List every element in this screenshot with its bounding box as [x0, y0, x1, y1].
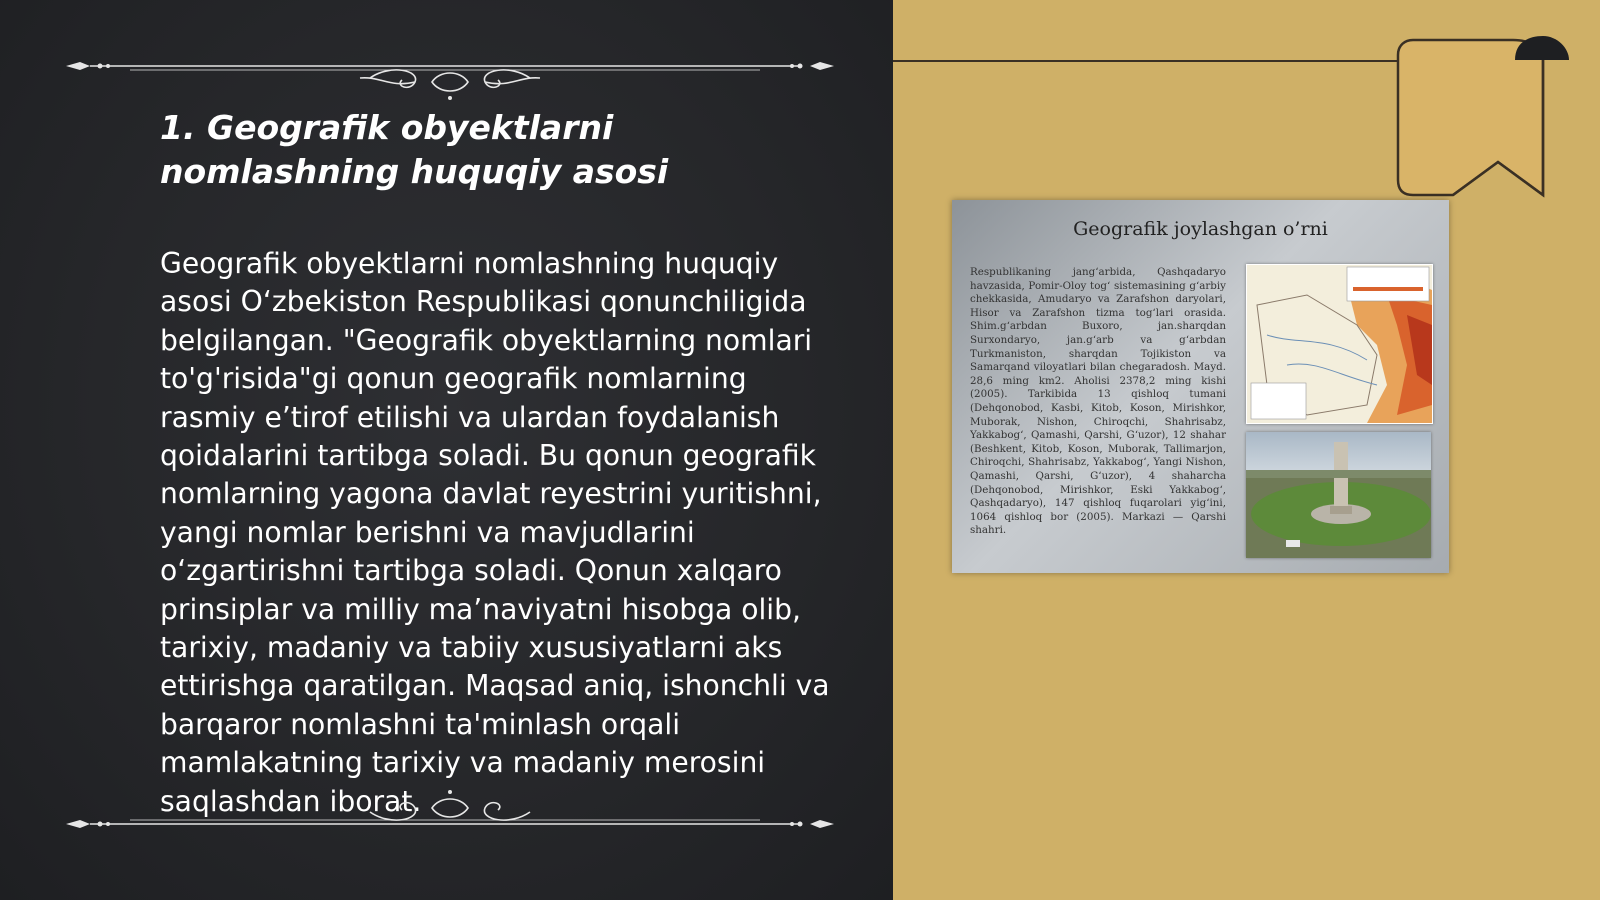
bottom-flourish-divider [60, 782, 840, 842]
top-flourish-divider [60, 42, 840, 102]
embedded-slide-image [952, 200, 1449, 573]
slide-title: 1. Geografik obyektlarni nomlashning huquqiy asosi [160, 108, 669, 191]
slide-body-text: Geografik obyektlarni nomlashning huquqiy asosi O‘zbekiston Respublikasi qonunchiligida belgilangan. "Geografik obyektlarning nomlari to'g'risida"gi qonun geografik nomlarning rasmiy e’tirof etilishi va ulardan foydalanish qoidalarini tartibga soladi. Bu qonun geografik nomlarning yagona davlat reyestrini yuritishni, yangi nomlar berishni va mavjudlarini o‘zgartirishni tartibga soladi. Qonun xalqaro prinsiplar va milliy ma’naviyatni hisobga olib, tarixiy, madaniy va tabiiy xususiyatlarni aks ettirishga qaratilgan. Maqsad aniq, ishonchli va barqaror nomlashni ta'minlash orqali mamlakatning tarixiy va madaniy merosini saqlashdan iborat. [160, 247, 830, 818]
region-map-image [1246, 264, 1433, 424]
embedded-image-text: Respublikaning jang‘arbida, Qashqadaryo havzasida, Pomir-Oloy tog‘ sistemasining g‘arbiy chekkasida, Amudaryo va Zarafshon daryolari, Hisor va Zarafshon tizma tog‘lari orasida. Shim.g‘arbdan Buxoro, jan.sharqdan Surxondaryo, jan.g‘arb va g‘arbdan Turkmaniston, sharqdan Tojikiston va Samarqand viloyatlari bilan chegaradosh. Mayd. 28,6 ming km2. Aholisi 2378,2 ming kishi (2005). Tarkibida 13 qishloq tumani (Dehqonobod, Kasbi, Kitob, Koson, Mirishkor, Muborak, Nishon, Chiroqchi, Shahrisabz, Yakkabog‘, Qamashi, Qarshi, G‘uzor), 12 shahar (Beshkent, Kitob, Koson, Muborak, Tallimarjon, Chiroqchi, Shahrisabz, Yakkabog‘, Yangi Nishon, Qamashi, Qarshi, G‘uzor), 4 shaharcha (Dehqonobod, Mirishkor, Eski Yakkabog‘, Qashqadaryo), 147 qishloq fuqarolari yig‘ini, 1064 qishloq bor (2005). Markazi — Qarshi shahri. [970, 266, 1226, 537]
embedded-image-title: Geografik joylashgan o’rni [1073, 218, 1328, 240]
horizontal-rule [893, 60, 1453, 62]
bookmark-ribbon-icon [1393, 30, 1573, 200]
monument-photo [1246, 432, 1431, 558]
